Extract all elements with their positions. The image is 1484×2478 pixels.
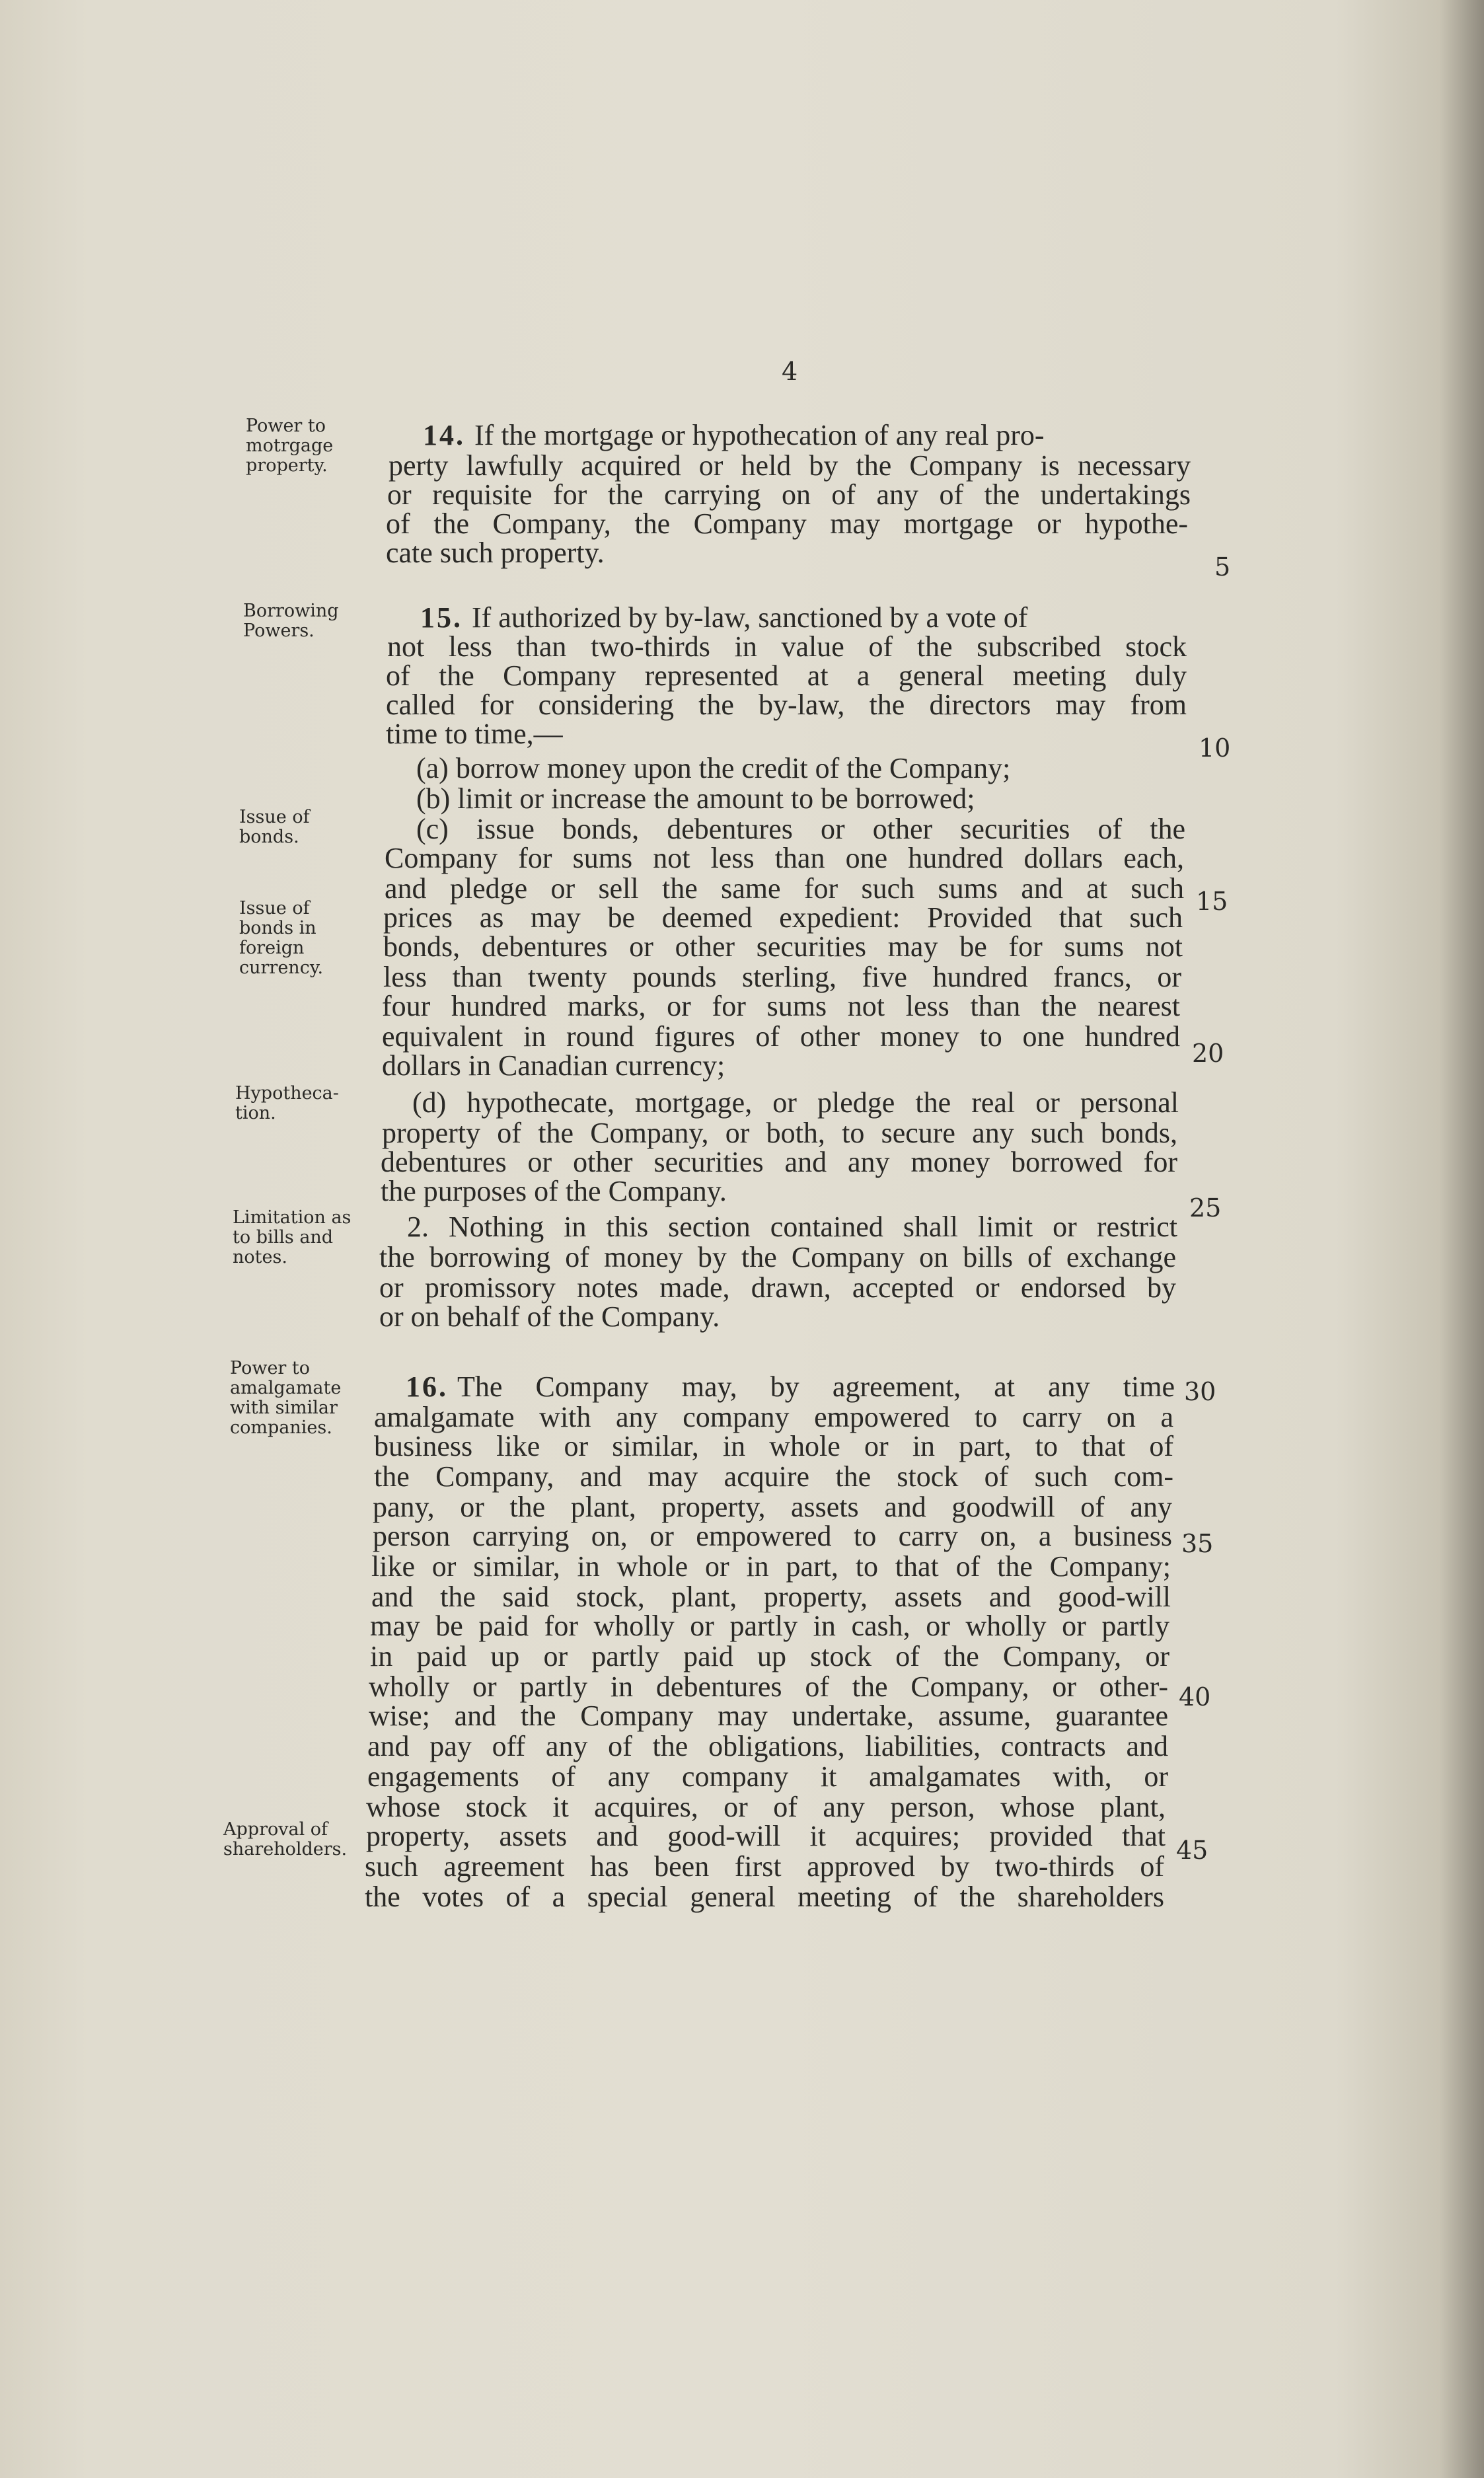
list-item-b: (b) limit or increase the amount to be borrowed; <box>416 782 975 815</box>
body-line: prices as may be deemed expedient: Provided that such <box>383 901 1183 934</box>
body-line: called for considering the by-law, the directors may from <box>386 689 1187 721</box>
body-line: whose stock it acquires, or of any person, whose plant, <box>366 1791 1166 1823</box>
body-line: the Company, and may acquire the stock of such com- <box>374 1460 1173 1493</box>
body-line: bonds, debentures or other securities may be for sums not <box>383 930 1183 963</box>
body-line: in paid up or partly paid up stock of the Company, or <box>370 1640 1169 1672</box>
margin-note-hypothecation: Hypotheca- tion. <box>235 1083 339 1123</box>
margin-note-power-to-mortgage: Power to motrgage property. <box>246 416 334 476</box>
body-line: and pledge or sell the same for such sums and at such <box>385 872 1184 905</box>
body-line: person carrying on, or empowered to carry on, a business <box>373 1520 1172 1552</box>
subsection-2: 2. Nothing in this section contained shall limit or restrict <box>407 1211 1177 1243</box>
list-item-c: (c) issue bonds, debentures or other securities of the <box>416 813 1185 845</box>
section-16-line: 16. The Company may, by agreement, at any time <box>406 1370 1175 1403</box>
margin-note-limitation: Limitation as to bills and notes. <box>233 1207 352 1267</box>
margin-note-foreign-currency: Issue of bonds in foreign currency. <box>239 898 324 978</box>
body-line: debentures or other securities and any money borrowed for <box>381 1146 1177 1178</box>
body-line: like or similar, in whole or in part, to that of the Company; <box>371 1550 1171 1583</box>
line-number: 25 <box>1189 1193 1222 1222</box>
body-line: less than twenty pounds sterling, five hundred francs, or <box>383 961 1181 993</box>
body-line: engagements of any company it amalgamates with, or <box>367 1760 1168 1793</box>
body-line: or promissory notes made, drawn, accepted or endorsed by <box>379 1271 1176 1304</box>
line-number: 20 <box>1192 1039 1224 1068</box>
line-number: 10 <box>1199 733 1231 763</box>
page-number: 4 <box>782 357 798 386</box>
body-line: dollars in Canadian currency; <box>382 1049 725 1082</box>
line-number: 45 <box>1176 1836 1208 1865</box>
list-item-a: (a) borrow money upon the credit of the Company; <box>416 752 1011 784</box>
margin-note-issue-of-bonds: Issue of bonds. <box>239 807 310 847</box>
margin-note-amalgamate: Power to amalgamate with similar companies. <box>230 1358 342 1438</box>
section-15-line: 15. If authorized by by-law, sanctioned by a vote of <box>420 601 1028 634</box>
body-line: time to time,— <box>386 718 563 750</box>
body-line: not less than two-thirds in value of the subscribed stock <box>387 630 1187 663</box>
margin-note-approval: Approval of shareholders. <box>223 1819 348 1859</box>
line-number: 30 <box>1184 1377 1216 1406</box>
body-line: perty lawfully acquired or held by the Company is necessary <box>389 449 1191 482</box>
section-number: 14. <box>423 419 465 451</box>
body-line: the votes of a special general meeting of the shareholders <box>365 1881 1164 1913</box>
body-line: or on behalf of the Company. <box>379 1300 720 1333</box>
line-number: 15 <box>1196 887 1228 916</box>
body-line: may be paid for wholly or partly in cash, or wholly or partly <box>370 1610 1169 1642</box>
list-item-d: (d) hypothecate, mortgage, or pledge the real or personal <box>412 1086 1179 1119</box>
body-line: property of the Company, or both, to secure any such bonds, <box>382 1117 1177 1149</box>
body-line: wise; and the Company may undertake, assume, guarantee <box>369 1700 1168 1732</box>
section-14-line: 14. If the mortgage or hypothecation of any real pro- <box>423 419 1045 451</box>
body-line: pany, or the plant, property, assets and goodwill of any <box>373 1491 1172 1523</box>
section-number: 15. <box>420 601 463 634</box>
body-line: of the Company, the Company may mortgage or hypothe- <box>386 507 1188 540</box>
body-line: cate such property. <box>386 537 605 569</box>
body-line: such agreement has been first approved by two-thirds of <box>365 1850 1164 1883</box>
body-line: the purposes of the Company. <box>381 1175 727 1207</box>
body-line: and pay off any of the obligations, liabilities, contracts and <box>367 1730 1168 1762</box>
body-line: wholly or partly in debentures of the Company, or other- <box>369 1671 1168 1703</box>
body-line: and the said stock, plant, property, assets and good-will <box>371 1581 1171 1613</box>
line-number: 5 <box>1214 552 1231 582</box>
body-line: amalgamate with any company empowered to carry on a <box>374 1401 1173 1433</box>
body-line: Company for sums not less than one hundred dollars each, <box>385 842 1184 874</box>
body-line: equivalent in round figures of other money to one hundred <box>382 1020 1180 1053</box>
section-number: 16. <box>406 1370 448 1403</box>
body-line: property, assets and good-will it acquires; provided that <box>366 1820 1166 1852</box>
margin-note-borrowing-powers: Borrowing Powers. <box>243 601 339 641</box>
body-line: or requisite for the carrying on of any of the undertakings <box>387 478 1191 511</box>
body-line: the borrowing of money by the Company on bills of exchange <box>379 1241 1176 1273</box>
body-line: four hundred marks, or for sums not less than the nearest <box>382 990 1180 1022</box>
line-number: 40 <box>1179 1682 1211 1711</box>
body-line: of the Company represented at a general meeting duly <box>386 659 1187 692</box>
body-line: business like or similar, in whole or in part, to that of <box>374 1430 1173 1462</box>
line-number: 35 <box>1181 1529 1214 1558</box>
